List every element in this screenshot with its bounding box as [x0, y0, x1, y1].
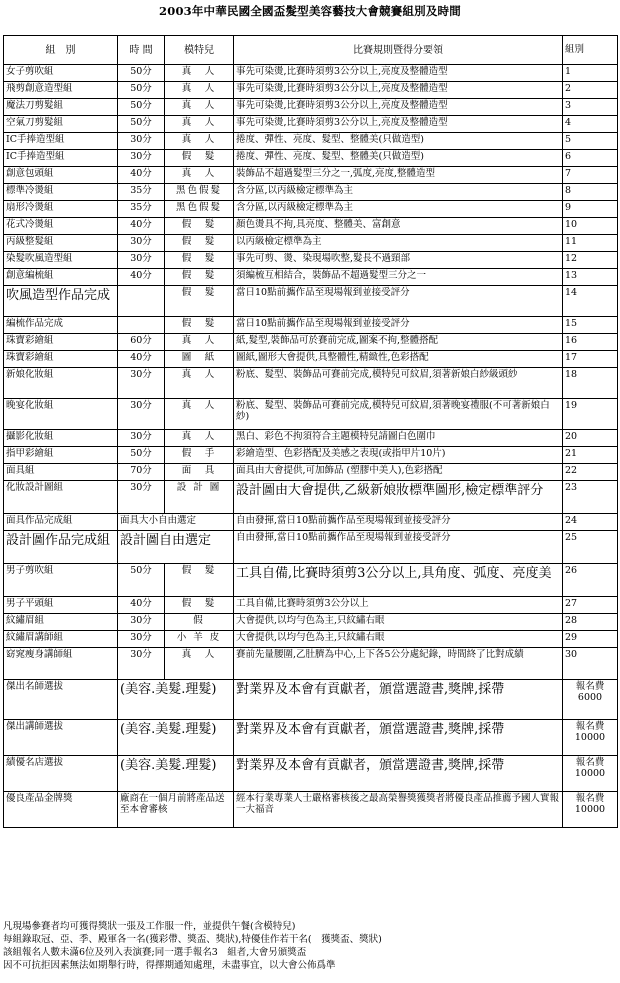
- table-row: [4, 447, 618, 464]
- rules-cell: 彩繪造型、色彩搭配及美感之表現(或指甲片10片): [234, 447, 563, 464]
- table-row: [4, 368, 618, 399]
- header-group: 組 別: [4, 36, 118, 65]
- group-cell: 面具組: [4, 464, 118, 481]
- group-cell: 扇形冷燙組: [4, 201, 118, 218]
- group-cell: 標準冷燙組: [4, 184, 118, 201]
- number-cell: 20: [563, 430, 618, 447]
- table-row: [4, 564, 618, 597]
- table-row: [4, 631, 618, 648]
- group-cell: 珠寶彩繪組: [4, 351, 118, 368]
- header-rules: 比賽規則暨得分要領: [234, 36, 563, 65]
- number-cell: 17: [563, 351, 618, 368]
- model-cell: 真 人: [165, 65, 234, 82]
- time-cell: 35分: [118, 184, 165, 201]
- model-cell: 假 髮: [165, 252, 234, 269]
- number-cell: 16: [563, 334, 618, 351]
- fee-cell: [563, 680, 618, 720]
- number-cell: 9: [563, 201, 618, 218]
- table-row: [4, 464, 618, 481]
- time-cell: 30分: [118, 430, 165, 447]
- fee-label: 報名費: [575, 793, 605, 804]
- rules-cell: 紙,髮型,裝飾品可於賽前完成,圖案不拘,整體搭配: [234, 334, 563, 351]
- table-row: [4, 334, 618, 351]
- time-cell: 40分: [118, 597, 165, 614]
- model-cell: 真 人: [165, 368, 234, 399]
- group-cell: 魔法刀剪髮組: [4, 99, 118, 116]
- rules-cell: 含分區,以丙級檢定標準為主: [234, 184, 563, 201]
- table-row: [4, 614, 618, 631]
- rules-cell: 事先可剪、燙、染現場吹整,髮長不過頸部: [234, 252, 563, 269]
- group-cell: 紋繡眉講師組: [4, 631, 118, 648]
- notes: [3, 920, 617, 972]
- fee-cell: [563, 720, 618, 756]
- table-row: [4, 150, 618, 167]
- note-line: 因不可抗拒因素無法如期舉行時，得擇期通知處理，未盡事宜，以大會公佈爲準: [3, 960, 336, 971]
- time-cell: [118, 286, 165, 317]
- rules-cell: 粉底、髮型、裝飾品可賽前完成,模特兒可紋眉,須著新娘白紗級頭紗: [234, 368, 563, 399]
- table-row: [4, 167, 618, 184]
- award-category-cell: (美容.美髮.理髮): [118, 756, 234, 792]
- table-row: [4, 597, 618, 614]
- rules-cell: 粉底、髮型、裝飾品可賽前完成,模特兒可紋眉,須著晚宴禮服(不可著新娘白紗): [234, 399, 563, 430]
- number-cell: 21: [563, 447, 618, 464]
- group-cell: 男子平頭組: [4, 597, 118, 614]
- group-cell: 面具作品完成組: [4, 514, 118, 531]
- rules-cell: 含分區,以丙級檢定標準為主: [234, 201, 563, 218]
- rules-cell: 事先可染燙,比賽時須剪3公分以上,亮度及整體造型: [234, 116, 563, 133]
- group-cell: 飛剪創意造型組: [4, 82, 118, 99]
- model-cell: 真 人: [165, 82, 234, 99]
- number-cell: 19: [563, 399, 618, 430]
- rules-cell: 捲度、彈性、亮度、髮型、整體美(只做造型): [234, 133, 563, 150]
- model-cell: 圖 紙: [165, 351, 234, 368]
- model-cell: 真 人: [165, 399, 234, 430]
- time-cell: 35分: [118, 201, 165, 218]
- model-cell: 真 人: [165, 648, 234, 680]
- award-row: [4, 720, 618, 756]
- time-cell: 30分: [118, 252, 165, 269]
- fee-amount: 10000: [574, 732, 606, 743]
- time-cell: 30分: [118, 481, 165, 514]
- header-time: 時 間: [118, 36, 165, 65]
- table-row: [4, 82, 618, 99]
- model-cell: 假 髮: [165, 235, 234, 252]
- model-cell: 假 髮: [165, 597, 234, 614]
- group-cell: 男子剪吹組: [4, 564, 118, 597]
- award-row: [4, 756, 618, 792]
- number-cell: 15: [563, 317, 618, 334]
- group-cell: 新娘化妝組: [4, 368, 118, 399]
- group-cell: IC手捧造型組: [4, 150, 118, 167]
- page-title: 2003年中華民國全國盃髮型美容藝技大會競賽組別及時間: [159, 4, 461, 18]
- time-cell: 30分: [118, 631, 165, 648]
- number-cell: 7: [563, 167, 618, 184]
- time-cell: 40分: [118, 351, 165, 368]
- table-row: [4, 399, 618, 430]
- time-cell: 面具大小自由選定: [118, 514, 234, 531]
- table-row: [4, 235, 618, 252]
- model-cell: 假: [165, 614, 234, 631]
- time-cell: 40分: [118, 218, 165, 235]
- rules-cell: 賽前先量腰圍,乙肚臍為中心,上下各5公分處紀錄，時間終了比對成績: [234, 648, 563, 680]
- time-cell: 40分: [118, 269, 165, 286]
- number-cell: 24: [563, 514, 618, 531]
- group-cell: 編梳作品完成: [4, 317, 118, 334]
- number-cell: 8: [563, 184, 618, 201]
- rules-cell: 大會提供,以均勻色為主,只紋繡右眼: [234, 614, 563, 631]
- rules-cell: 須編梳互相結合，裝飾品不超過髮型三分之一: [234, 269, 563, 286]
- number-cell: 30: [563, 648, 618, 680]
- rules-cell: 黑白、彩色不拘須符合主題模特兒請圖白色圍巾: [234, 430, 563, 447]
- model-cell: 假 髮: [165, 218, 234, 235]
- rules-cell: 顏色燙具不拘,具亮度、整體美、富創意: [234, 218, 563, 235]
- group-cell: 設計圖作品完成組: [4, 531, 118, 564]
- group-cell: 染髮吹風造型組: [4, 252, 118, 269]
- group-cell: 窈窕瘦身講師組: [4, 648, 118, 680]
- time-cell: 40分: [118, 167, 165, 184]
- number-cell: 29: [563, 631, 618, 648]
- rules-cell: 面具由大會提供,可加飾品 (塑膠中美人),色彩搭配: [234, 464, 563, 481]
- table-row: [4, 317, 618, 334]
- time-cell: [118, 317, 165, 334]
- time-cell: 50分: [118, 99, 165, 116]
- award-category-cell: (美容.美髮.理髮): [118, 680, 234, 720]
- table-row: [4, 65, 618, 82]
- group-cell: 創意包頭組: [4, 167, 118, 184]
- table-row: [4, 351, 618, 368]
- award-rules-cell: 經本行業專業人士嚴格審核後之最高榮譽獎獲獎者將優良產品推薦予國人實報一大福音: [234, 792, 563, 828]
- model-cell: 真 人: [165, 334, 234, 351]
- number-cell: 1: [563, 65, 618, 82]
- model-cell: 真 人: [165, 116, 234, 133]
- model-cell: 假 髮: [165, 150, 234, 167]
- model-cell: 設 計 圖: [165, 481, 234, 514]
- table-row: [4, 286, 618, 317]
- group-cell: 化妝設計圖組: [4, 481, 118, 514]
- table-row: [4, 218, 618, 235]
- competition-table: [3, 35, 618, 828]
- model-cell: 真 人: [165, 99, 234, 116]
- group-cell: 丙級整髮組: [4, 235, 118, 252]
- table-row: [4, 116, 618, 133]
- time-cell: 30分: [118, 614, 165, 631]
- note-line: 每組錄取冠、亞、季、殿軍各一名(獲彩帶、獎盃、獎狀),特優佳作若干名( 獲獎盃、獎狀): [3, 934, 382, 945]
- model-cell: 假 手: [165, 447, 234, 464]
- award-name-cell: 優良產品金牌獎: [4, 792, 118, 828]
- group-cell: 紋繡眉組: [4, 614, 118, 631]
- model-cell: 真 人: [165, 167, 234, 184]
- fee-amount: 10000: [574, 804, 606, 815]
- number-cell: 18: [563, 368, 618, 399]
- fee-cell: [563, 756, 618, 792]
- time-cell: 設計圖自由選定: [118, 531, 234, 564]
- rules-cell: 捲度、彈性、亮度、髮型、整體美(只做造型): [234, 150, 563, 167]
- time-cell: 70分: [118, 464, 165, 481]
- model-cell: 真 人: [165, 430, 234, 447]
- time-cell: 30分: [118, 235, 165, 252]
- time-cell: 50分: [118, 116, 165, 133]
- rules-cell: 工具自備,比賽時須剪3公分以上,具角度、弧度、亮度美: [234, 564, 563, 597]
- award-row: [4, 792, 618, 828]
- number-cell: 22: [563, 464, 618, 481]
- table-row: [4, 531, 618, 564]
- model-cell: 黑色假髮: [165, 184, 234, 201]
- award-name-cell: 績優名店選拔: [4, 756, 118, 792]
- table-row: [4, 99, 618, 116]
- table-row: [4, 481, 618, 514]
- header-no: 組別: [563, 36, 618, 65]
- model-cell: 面 具: [165, 464, 234, 481]
- rules-cell: 自由發揮,當日10點前攜作品至現場報到並接受評分: [234, 531, 563, 564]
- note-line: 該組報名人數未滿6位及列入表演賽;同一選手報名3 組者,大會另頒獎盃: [3, 947, 307, 958]
- award-name-cell: 傑出講師選拔: [4, 720, 118, 756]
- time-cell: 30分: [118, 133, 165, 150]
- number-cell: 12: [563, 252, 618, 269]
- group-cell: 晚宴化妝組: [4, 399, 118, 430]
- fee-label: 報名費: [575, 681, 605, 692]
- number-cell: 14: [563, 286, 618, 317]
- rules-cell: 當日10點前攜作品至現場報到並接受評分: [234, 317, 563, 334]
- rules-cell: 以丙級檢定標準為主: [234, 235, 563, 252]
- note-line: 凡現場參賽者均可獲得獎狀一張及工作服一件，並提供午餐(含模特兒): [3, 921, 296, 932]
- fee-amount: 6000: [577, 692, 603, 703]
- table-row: [4, 184, 618, 201]
- number-cell: 25: [563, 531, 618, 564]
- fee-label: 報名費: [575, 721, 605, 732]
- rules-cell: 當日10點前攜作品至現場報到並接受評分: [234, 286, 563, 317]
- model-cell: 假 髮: [165, 286, 234, 317]
- fee-label: 報名費: [575, 757, 605, 768]
- award-rules-cell: 對業界及本會有貢獻者，頒當選證書,獎牌,採帶: [234, 680, 563, 720]
- model-cell: 真 人: [165, 133, 234, 150]
- table-row: [4, 133, 618, 150]
- number-cell: 11: [563, 235, 618, 252]
- award-rules-cell: 對業界及本會有貢獻者，頒當選證書,獎牌,採帶: [234, 756, 563, 792]
- group-cell: 女子剪吹組: [4, 65, 118, 82]
- group-cell: 花式冷燙組: [4, 218, 118, 235]
- number-cell: 3: [563, 99, 618, 116]
- time-cell: 30分: [118, 150, 165, 167]
- rules-cell: 事先可染燙,比賽時須剪3公分以上,亮度及整體造型: [234, 65, 563, 82]
- time-cell: 50分: [118, 564, 165, 597]
- table-row: [4, 648, 618, 680]
- time-cell: 30分: [118, 648, 165, 680]
- time-cell: 30分: [118, 399, 165, 430]
- number-cell: 10: [563, 218, 618, 235]
- number-cell: 2: [563, 82, 618, 99]
- group-cell: 珠寶彩繪組: [4, 334, 118, 351]
- group-cell: 空氣刀剪髮組: [4, 116, 118, 133]
- fee-amount: 10000: [574, 768, 606, 779]
- group-cell: 攝影化妝組: [4, 430, 118, 447]
- table-row: [4, 201, 618, 218]
- award-category-cell: 廠商在一個月前將產品送至本會審核: [118, 792, 234, 828]
- time-cell: 50分: [118, 447, 165, 464]
- award-name-cell: 傑出名師選拔: [4, 680, 118, 720]
- rules-cell: 工具自備,比賽時須剪3公分以上: [234, 597, 563, 614]
- table-row: [4, 430, 618, 447]
- rules-cell: 圖紙,圖形大會提供,具整體性,精緻性,色彩搭配: [234, 351, 563, 368]
- table-header-row: [4, 36, 618, 65]
- header-model: 模特兒: [165, 36, 234, 65]
- model-cell: 小 羊 皮: [165, 631, 234, 648]
- rules-cell: 事先可染燙,比賽時須剪3公分以上,亮度及整體造型: [234, 99, 563, 116]
- time-cell: 30分: [118, 368, 165, 399]
- model-cell: 假 髮: [165, 564, 234, 597]
- number-cell: 28: [563, 614, 618, 631]
- table-row: [4, 252, 618, 269]
- number-cell: 6: [563, 150, 618, 167]
- table-row: [4, 514, 618, 531]
- number-cell: 5: [563, 133, 618, 150]
- award-row: [4, 680, 618, 720]
- number-cell: 27: [563, 597, 618, 614]
- rules-cell: 大會提供,以均勻色為主,只紋繡右眼: [234, 631, 563, 648]
- rules-cell: 設計圖由大會提供,乙級新娘妝標準圖形,檢定標準評分: [234, 481, 563, 514]
- model-cell: 假 髮: [165, 269, 234, 286]
- number-cell: 13: [563, 269, 618, 286]
- rules-cell: 裝飾品不超過髮型三分之一,弧度,亮度,整體造型: [234, 167, 563, 184]
- time-cell: 50分: [118, 65, 165, 82]
- time-cell: 60分: [118, 334, 165, 351]
- rules-cell: 事先可染燙,比賽時須剪3公分以上,亮度及整體造型: [234, 82, 563, 99]
- rules-cell: 自由發揮,當日10點前攜作品至現場報到並接受評分: [234, 514, 563, 531]
- award-rules-cell: 對業界及本會有貢獻者，頒當選證書,獎牌,採帶: [234, 720, 563, 756]
- number-cell: 26: [563, 564, 618, 597]
- model-cell: 黑色假髮: [165, 201, 234, 218]
- group-cell: 創意編梳組: [4, 269, 118, 286]
- group-cell: 指甲彩繪組: [4, 447, 118, 464]
- award-category-cell: (美容.美髮.理髮): [118, 720, 234, 756]
- number-cell: 23: [563, 481, 618, 514]
- number-cell: 4: [563, 116, 618, 133]
- fee-cell: [563, 792, 618, 828]
- group-cell: IC手捧造型組: [4, 133, 118, 150]
- group-cell: 吹風造型作品完成: [4, 286, 118, 317]
- table-row: [4, 269, 618, 286]
- model-cell: 假 髮: [165, 317, 234, 334]
- time-cell: 50分: [118, 82, 165, 99]
